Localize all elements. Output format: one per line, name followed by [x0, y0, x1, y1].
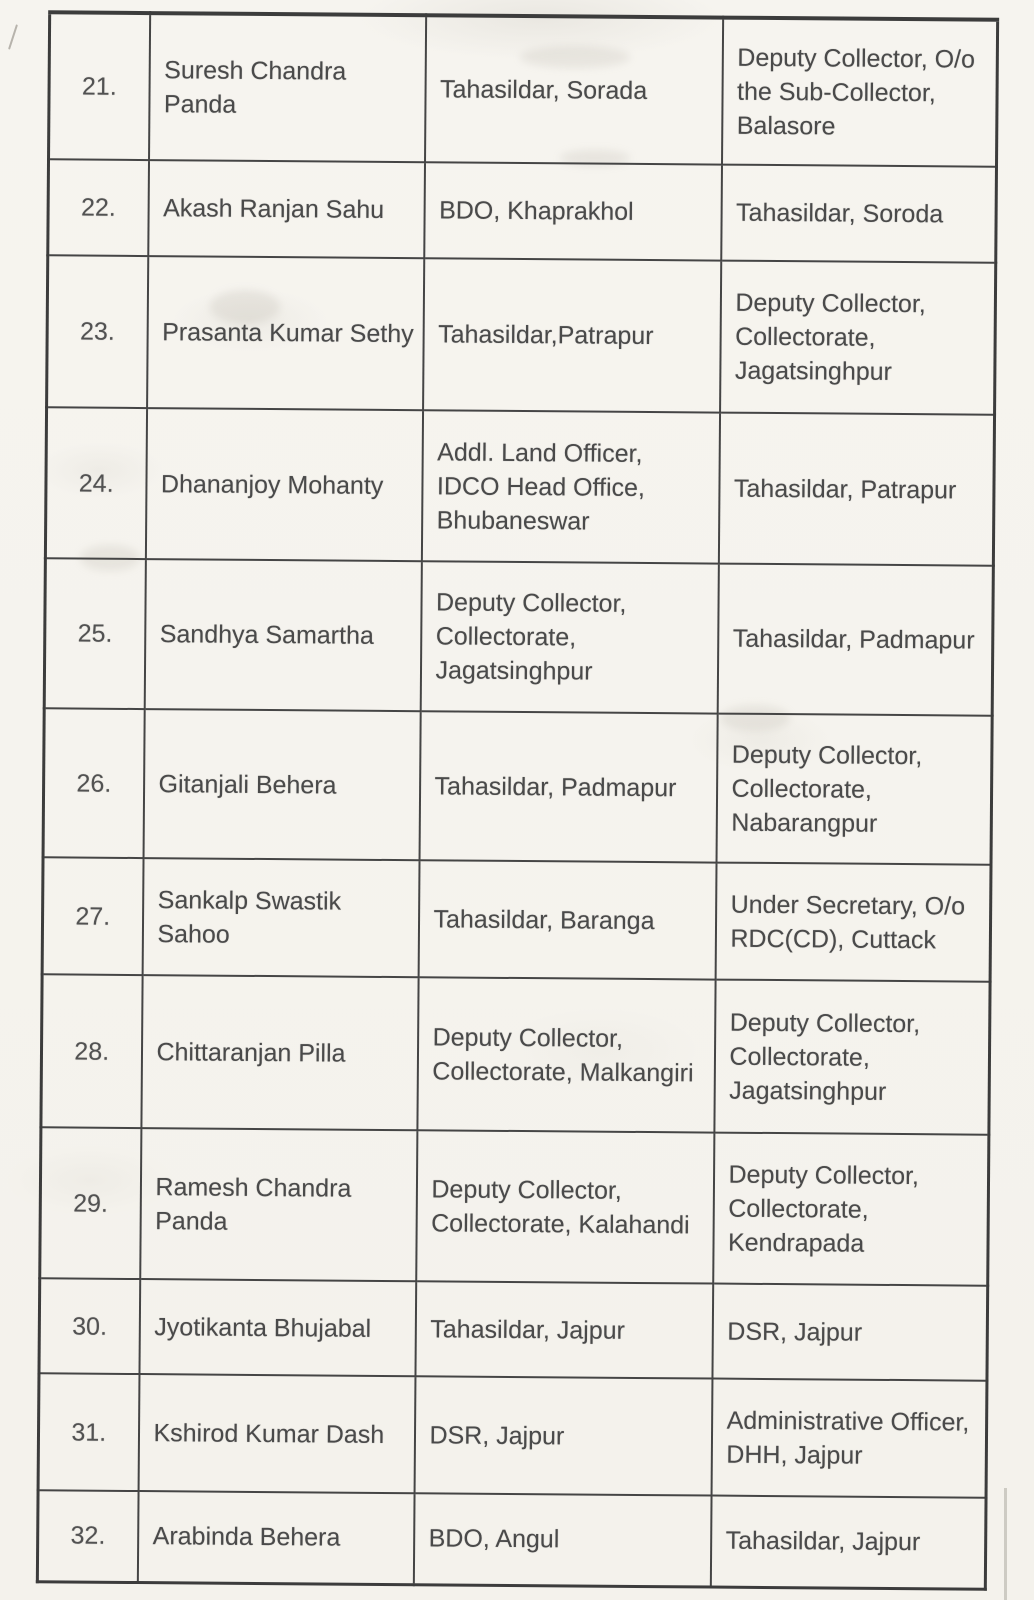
cell-new-post: Deputy Collector, Collectorate, Nabarangpur [716, 714, 992, 865]
page-edge-shadow [1004, 1488, 1007, 1600]
cell-new-post: Deputy Collector, Collectorate, Jagatsinghpur [720, 261, 996, 415]
cell-current-post: Deputy Collector, Collectorate, Malkangiri [417, 977, 715, 1132]
cell-name: Suresh Chandra Panda [149, 13, 426, 162]
cell-current-post: Tahasildar, Jajpur [415, 1281, 713, 1378]
cell-name: Gitanjali Behera [143, 709, 420, 860]
cell-current-post: Tahasildar, Padmapur [419, 711, 717, 862]
cell-serial: 23. [47, 255, 148, 408]
cell-current-post: Tahasildar,Patrapur [423, 258, 721, 412]
cell-name: Sandhya Samartha [144, 559, 421, 711]
cell-current-post: Tahasildar, Sorada [425, 15, 723, 164]
cell-current-post: BDO, Khaprakhol [424, 162, 722, 260]
cell-name: Ramesh Chandra Panda [140, 1128, 417, 1281]
cell-new-post: Tahasildar, Jajpur [710, 1496, 986, 1589]
cell-serial: 24. [45, 407, 146, 559]
table-row [37, 1490, 986, 1588]
cell-new-post: DSR, Jajpur [712, 1284, 988, 1381]
cell-current-post: Tahasildar, Baranga [418, 860, 716, 979]
cell-serial: 32. [37, 1490, 138, 1582]
cell-serial: 30. [39, 1278, 140, 1374]
cell-new-post: Tahasildar, Soroda [721, 165, 997, 263]
cell-new-post: Deputy Collector, Collectorate, Kendrapada [713, 1133, 989, 1286]
table-row [44, 558, 993, 715]
cell-serial: 22. [48, 159, 149, 256]
cell-new-post: Tahasildar, Padmapur [717, 564, 993, 716]
table-row [38, 1373, 987, 1497]
table-row [48, 159, 997, 262]
table-row [41, 974, 990, 1134]
cell-new-post: Deputy Collector, Collectorate, Jagatsinghpur [714, 980, 990, 1135]
cell-name: Sankalp Swastik Sahoo [142, 858, 419, 977]
table-row [40, 1127, 989, 1285]
cell-current-post: DSR, Jajpur [414, 1376, 712, 1495]
cell-name: Chittaranjan Pilla [141, 975, 418, 1130]
cell-new-post: Under Secretary, O/o RDC(CD), Cuttack [715, 863, 991, 982]
cell-new-post: Administrative Officer, DHH, Jajpur [711, 1379, 987, 1498]
cell-serial: 28. [41, 974, 142, 1128]
cell-name: Arabinda Behera [137, 1491, 414, 1584]
cell-serial: 26. [43, 708, 144, 858]
cell-serial: 29. [40, 1127, 141, 1279]
cell-serial: 27. [42, 857, 143, 975]
cell-name: Akash Ranjan Sahu [148, 160, 425, 258]
cell-new-post: Tahasildar, Patrapur [718, 413, 994, 566]
cell-serial: 21. [49, 12, 150, 160]
transfer-table [36, 10, 999, 1590]
cell-name: Kshirod Kumar Dash [138, 1374, 415, 1493]
table-row [47, 255, 996, 414]
cell-current-post: Deputy Collector, Collectorate, Kalahandi [416, 1130, 714, 1283]
cell-serial: 31. [38, 1373, 139, 1491]
table-row [45, 407, 994, 565]
cell-name: Prasanta Kumar Sethy [147, 256, 424, 410]
table-row [39, 1278, 988, 1380]
pen-tick-mark [8, 24, 18, 49]
cell-new-post: Deputy Collector, O/o the Sub-Collector, Balasore [721, 18, 997, 167]
cell-serial: 25. [44, 558, 145, 709]
cell-current-post: BDO, Angul [413, 1493, 711, 1586]
cell-name: Jyotikanta Bhujabal [139, 1279, 416, 1376]
table-row [49, 12, 998, 166]
table-row [42, 857, 991, 981]
cell-current-post: Deputy Collector, Collectorate, Jagatsinghpur [420, 561, 718, 713]
table-row [43, 708, 992, 864]
cell-name: Dhananjoy Mohanty [145, 408, 422, 561]
cell-current-post: Addl. Land Officer, IDCO Head Office, Bhubaneswar [421, 410, 719, 563]
